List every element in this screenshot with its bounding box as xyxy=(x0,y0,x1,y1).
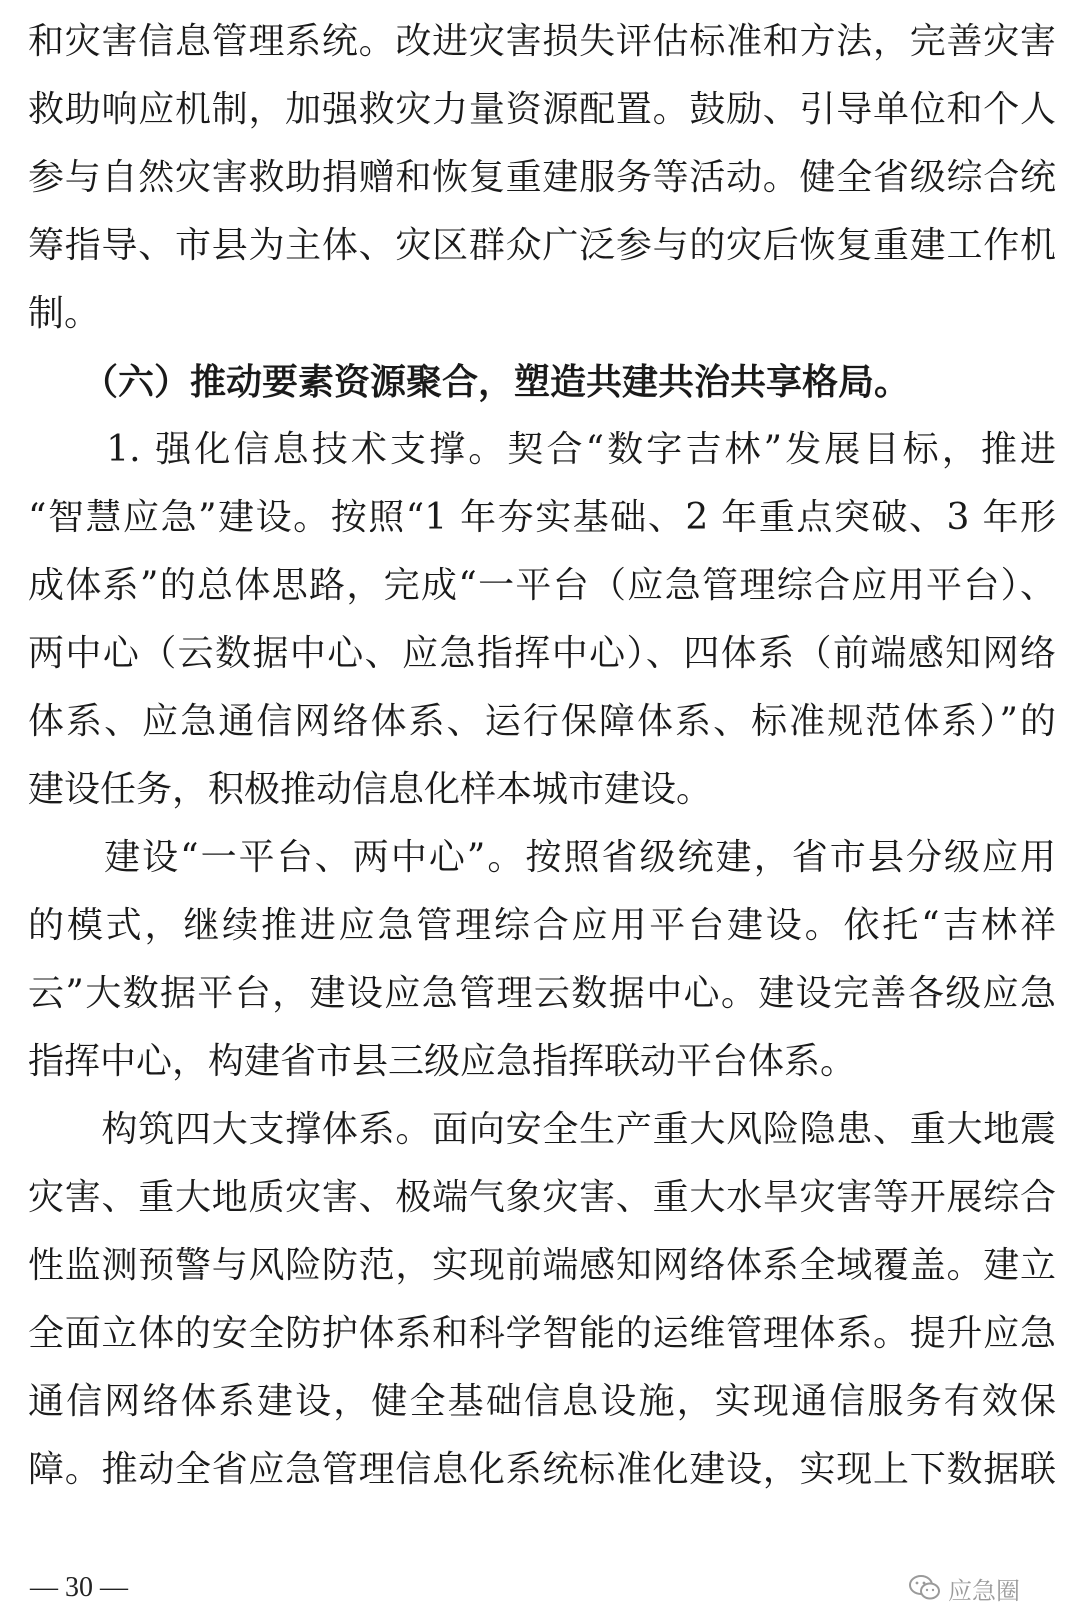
source-watermark xyxy=(908,1570,1020,1606)
text-line: 全面立体的安全防护体系和科学智能的运维管理体系。提升应急 xyxy=(28,1313,1056,1354)
text-line: 筹指导、市县为主体、灾区群众广泛参与的灾后恢复重建工作机 xyxy=(28,225,1056,266)
text-line: 1. 强化信息技术支撑。契合“数字吉林”发展目标，推进 xyxy=(28,429,1056,470)
text-line: 制。 xyxy=(28,293,101,334)
text-line: 构筑四大支撑体系。面向安全生产重大风险隐患、重大地震 xyxy=(28,1109,1056,1150)
page-footer xyxy=(0,1570,1080,1612)
wechat-icon xyxy=(908,1574,942,1602)
text-line: 障。推动全省应急管理信息化系统标准化建设，实现上下数据联 xyxy=(28,1449,1056,1490)
page-number: — 30 — xyxy=(30,1572,128,1603)
text-line: 性监测预警与风险防范，实现前端感知网络体系全域覆盖。建立 xyxy=(28,1245,1056,1286)
text-line: 体系、应急通信网络体系、运行保障体系、标准规范体系）”的 xyxy=(28,701,1056,742)
body-text xyxy=(28,8,1056,1504)
text-line: 两中心（云数据中心、应急指挥中心）、四体系（前端感知网络 xyxy=(28,633,1056,674)
text-line: 云”大数据平台，建设应急管理云数据中心。建设完善各级应急 xyxy=(28,973,1056,1014)
text-line: 通信网络体系建设，健全基础信息设施，实现通信服务有效保 xyxy=(28,1381,1056,1422)
text-line: 成体系”的总体思路，完成“一平台（应急管理综合应用平台）、 xyxy=(28,565,1056,606)
text-line: 建设“一平台、两中心”。按照省级统建，省市县分级应用 xyxy=(28,837,1056,878)
text-line: 救助响应机制，加强救灾力量资源配置。鼓励、引导单位和个人 xyxy=(28,89,1056,130)
text-line: 建设任务，积极推动信息化样本城市建设。 xyxy=(28,769,713,810)
text-line: 指挥中心，构建省市县三级应急指挥联动平台体系。 xyxy=(28,1041,857,1082)
watermark-label: 应急圈 xyxy=(948,1576,1020,1605)
text-line: 灾害、重大地质灾害、极端气象灾害、重大水旱灾害等开展综合 xyxy=(28,1177,1056,1218)
text-line: “智慧应急”建设。按照“1 年夯实基础、2 年重点突破、3 年形 xyxy=(28,497,1056,538)
section-heading: （六）推动要素资源聚合，塑造共建共治共享格局。 xyxy=(28,361,911,403)
text-line: 和灾害信息管理系统。改进灾害损失评估标准和方法，完善灾害 xyxy=(28,21,1056,62)
text-line: 参与自然灾害救助捐赠和恢复重建服务等活动。健全省级综合统 xyxy=(28,157,1056,198)
text-line: 的模式，继续推进应急管理综合应用平台建设。依托“吉林祥 xyxy=(28,905,1056,946)
